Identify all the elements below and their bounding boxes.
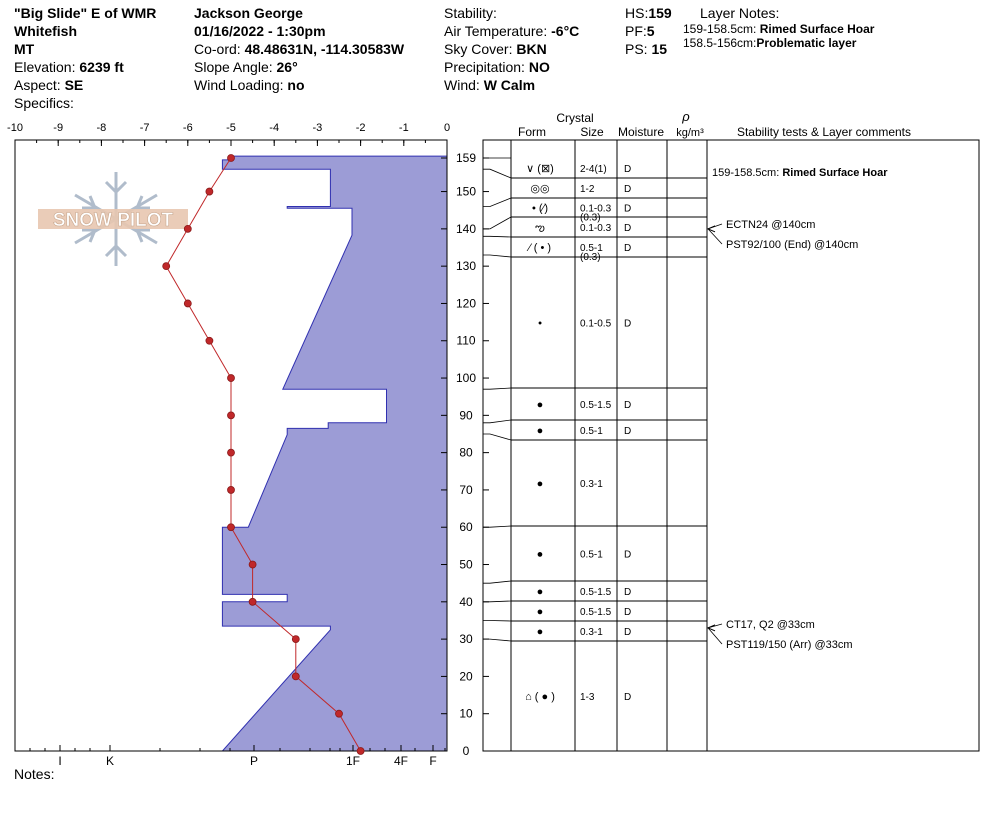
layer-row <box>525 691 631 703</box>
layer-rows <box>511 163 707 703</box>
temperature-point <box>228 412 235 419</box>
layer-form: ◎◎ <box>530 183 550 195</box>
layer-connector <box>483 434 511 440</box>
layer-form: ∨ (⊠) <box>526 163 554 175</box>
layer-moisture: D <box>624 203 632 215</box>
layer-form: ● <box>536 586 544 598</box>
layer-table-frame <box>483 140 979 751</box>
layer-moisture: D <box>624 184 632 195</box>
aspect: Aspect: SE <box>14 77 84 93</box>
hardness-tick-label: 1F <box>345 754 361 768</box>
temperature-point <box>292 636 299 643</box>
layer-form: ● <box>536 548 544 561</box>
layer-moisture: D <box>624 400 632 411</box>
temperature-point <box>228 449 235 456</box>
depth-tick-label: 110 <box>456 333 476 348</box>
depth-tick-label: 140 <box>455 221 477 236</box>
hardness-tick-label: P <box>249 754 259 768</box>
hardness-tick-label: K <box>105 754 115 768</box>
layer-connector <box>483 236 511 237</box>
layer-size-secondary: (0.3) <box>580 252 601 263</box>
air-temperature: Air Temperature: -6°C <box>444 23 580 39</box>
layer-moisture: D <box>624 587 632 598</box>
depth-tick-label: 90 <box>459 408 473 423</box>
specifics-label: Specifics: <box>14 95 74 111</box>
layer-row <box>526 242 631 263</box>
layer-connectors <box>483 158 511 641</box>
layer-row <box>530 183 631 195</box>
depth-tick-label: 70 <box>459 482 473 497</box>
layer-size: 0.5-1.5 <box>580 400 612 411</box>
depth-tick-label: 20 <box>459 669 473 684</box>
layer-moisture: D <box>624 607 632 618</box>
depth-tick-label: 100 <box>455 371 477 386</box>
temp-tick-label: -4 <box>269 122 280 134</box>
temp-tick-label: -3 <box>312 122 323 134</box>
layer-size: 0.5-1 <box>580 243 603 254</box>
layer-moisture: D <box>624 243 632 254</box>
stability-header: Stability tests & Layer comments <box>736 125 912 139</box>
depth-tick-label: 10 <box>459 706 473 721</box>
temp-tick-label: -10 <box>7 122 23 134</box>
hs-value: HS:159 <box>625 5 672 21</box>
density-unit: kg/m³ <box>676 127 704 139</box>
temperature-point <box>228 375 235 382</box>
layer-connector <box>483 581 511 583</box>
layer-size: 2-4(1) <box>580 164 607 175</box>
stability-test-label: CT17, Q2 @33cm <box>726 619 815 631</box>
temperature-point <box>163 263 170 270</box>
layer-connector <box>483 601 511 602</box>
layer-connector <box>483 639 511 641</box>
layer-notes-title: Layer Notes: <box>700 5 780 21</box>
stability-comments <box>708 167 888 651</box>
layer-moisture: D <box>624 549 632 561</box>
layer-connector <box>483 420 511 423</box>
stability-test-label: PST119/150 (Arr) @33cm <box>726 639 853 651</box>
layer-size-secondary: (0.3) <box>580 212 601 224</box>
crystal-header: Crystal <box>556 111 594 125</box>
layer-moisture: D <box>624 318 632 330</box>
notes-label: Notes: <box>14 766 55 782</box>
temp-tick-label: -9 <box>53 122 64 134</box>
temp-tick-label: -6 <box>182 122 193 134</box>
layer-comment: 159-158.5cm: Rimed Surface Hoar <box>712 167 888 179</box>
layer-connector <box>483 255 511 257</box>
temperature-point <box>184 300 191 307</box>
layer-form: ⁄ ( • ) <box>528 242 552 254</box>
layer-form: • (⁄) <box>531 202 549 215</box>
depth-tick-label: 80 <box>459 445 473 460</box>
temperature-point <box>357 748 364 755</box>
hardness-tick-label: 4F <box>393 754 409 768</box>
depth-tick-label: 30 <box>459 632 473 647</box>
coordinates: Co-ord: 48.48631N, -114.30583W <box>194 41 405 57</box>
sky-cover: Sky Cover: BKN <box>444 41 547 57</box>
elevation: Elevation: 6239 ft <box>14 59 124 75</box>
layer-moisture: D <box>624 692 632 703</box>
depth-axis <box>441 151 489 758</box>
depth-tick-label: 40 <box>459 594 473 609</box>
layer-table <box>483 109 979 751</box>
temp-tick-label: -5 <box>226 122 236 134</box>
depth-tick-label: 150 <box>455 184 477 199</box>
layer-row <box>537 478 604 490</box>
logo-text: SNOW PILOT <box>52 210 174 231</box>
temp-tick-label: -2 <box>355 122 366 134</box>
layer-size: 0.5-1 <box>580 549 603 561</box>
moisture-header: Moisture <box>617 125 665 139</box>
temperature-point <box>206 337 213 344</box>
form-header: Form <box>518 125 546 139</box>
layer-size: 0.3-1 <box>580 479 603 490</box>
depth-tick-label: 130 <box>455 259 477 274</box>
layer-connector <box>483 388 511 389</box>
layer-row <box>532 203 631 224</box>
state-name: MT <box>14 41 35 57</box>
temp-tick-label: -1 <box>398 122 409 134</box>
temperature-point <box>228 486 235 493</box>
layer-size: 0.5-1 <box>580 426 603 437</box>
layer-form: ● <box>536 425 544 437</box>
stability-test-label: PST92/100 (End) @140cm <box>726 239 859 251</box>
layer-moisture: D <box>624 223 632 234</box>
density-symbol: ρ <box>682 109 690 124</box>
depth-tick-label: 159 <box>455 151 477 165</box>
temp-tick-label: 0 <box>443 122 451 134</box>
layer-form: ● <box>536 626 544 638</box>
layer-size: 0.5-1.5 <box>580 607 612 618</box>
size-header: Size <box>580 125 604 139</box>
temperature-point <box>249 561 256 568</box>
hardness-profile <box>222 156 447 751</box>
layer-connector <box>483 526 511 527</box>
layer-connector <box>483 621 511 622</box>
temp-tick-label: -8 <box>96 122 107 134</box>
layer-form: ● <box>536 399 544 411</box>
temperature-point <box>184 225 191 232</box>
layer-form: • <box>538 317 542 330</box>
depth-tick-label: 60 <box>459 520 473 535</box>
layer-size: 0.5-1.5 <box>580 587 612 598</box>
hardness-tick-label: I <box>58 754 62 768</box>
precipitation: Precipitation: NO <box>444 59 550 75</box>
layer-note-2: 158.5-156cm:Problematic layer <box>683 36 857 50</box>
stability-test-label: ECTN24 @140cm <box>726 219 816 231</box>
stability-test-leader <box>708 229 722 244</box>
layer-size: 1-2 <box>580 184 595 195</box>
layer-connector <box>483 169 511 178</box>
layer-form: ● <box>536 606 544 618</box>
stability-test-leader <box>708 628 722 644</box>
depth-tick-label: 120 <box>455 296 477 311</box>
layer-moisture: D <box>624 426 632 437</box>
temperature-point <box>228 524 235 531</box>
layer-comment-bold: Rimed Surface Hoar <box>782 167 888 179</box>
temperature-axis <box>7 122 450 146</box>
wind-loading: Wind Loading: no <box>194 77 305 93</box>
snowpilot-logo <box>38 172 188 266</box>
hardness-tick-label: F <box>429 754 437 768</box>
layer-connector <box>483 198 511 207</box>
temperature-point <box>249 598 256 605</box>
stability-label: Stability: <box>444 5 497 21</box>
layer-size: 1-3 <box>580 692 595 703</box>
layer-moisture: D <box>624 164 632 175</box>
pf-value: PF:5 <box>625 23 655 39</box>
observation-datetime: 01/16/2022 - 1:30pm <box>194 23 326 39</box>
depth-tick-label: 50 <box>459 557 473 572</box>
depth-tick-label: 0 <box>462 744 470 758</box>
range-name: Whitefish <box>14 23 77 39</box>
temperature-point <box>228 155 235 162</box>
temperature-point <box>336 710 343 717</box>
layer-form: ⌂ ( ● ) <box>525 691 555 703</box>
layer-connector <box>483 217 511 229</box>
layer-size: 0.1-0.3 <box>580 203 612 215</box>
ps-value: PS: 15 <box>625 41 668 57</box>
layer-size: 0.1-0.3 <box>580 223 612 234</box>
layer-note-1: 159-158.5cm: Rimed Surface Hoar <box>683 22 875 36</box>
layer-form: ● <box>536 478 544 490</box>
wind: Wind: W Calm <box>444 77 536 93</box>
temperature-point <box>292 673 299 680</box>
temperature-point <box>206 188 213 195</box>
layer-moisture: D <box>624 627 632 638</box>
layer-form: ఌ <box>535 222 545 234</box>
layer-row <box>526 163 631 175</box>
location-title: "Big Slide" E of WMR <box>14 5 157 21</box>
layer-size: 0.1-0.5 <box>580 318 612 330</box>
observer-name: Jackson George <box>194 5 303 21</box>
temp-tick-label: -7 <box>139 122 150 134</box>
layer-size: 0.3-1 <box>580 627 603 638</box>
slope-angle: Slope Angle: 26° <box>194 59 298 75</box>
